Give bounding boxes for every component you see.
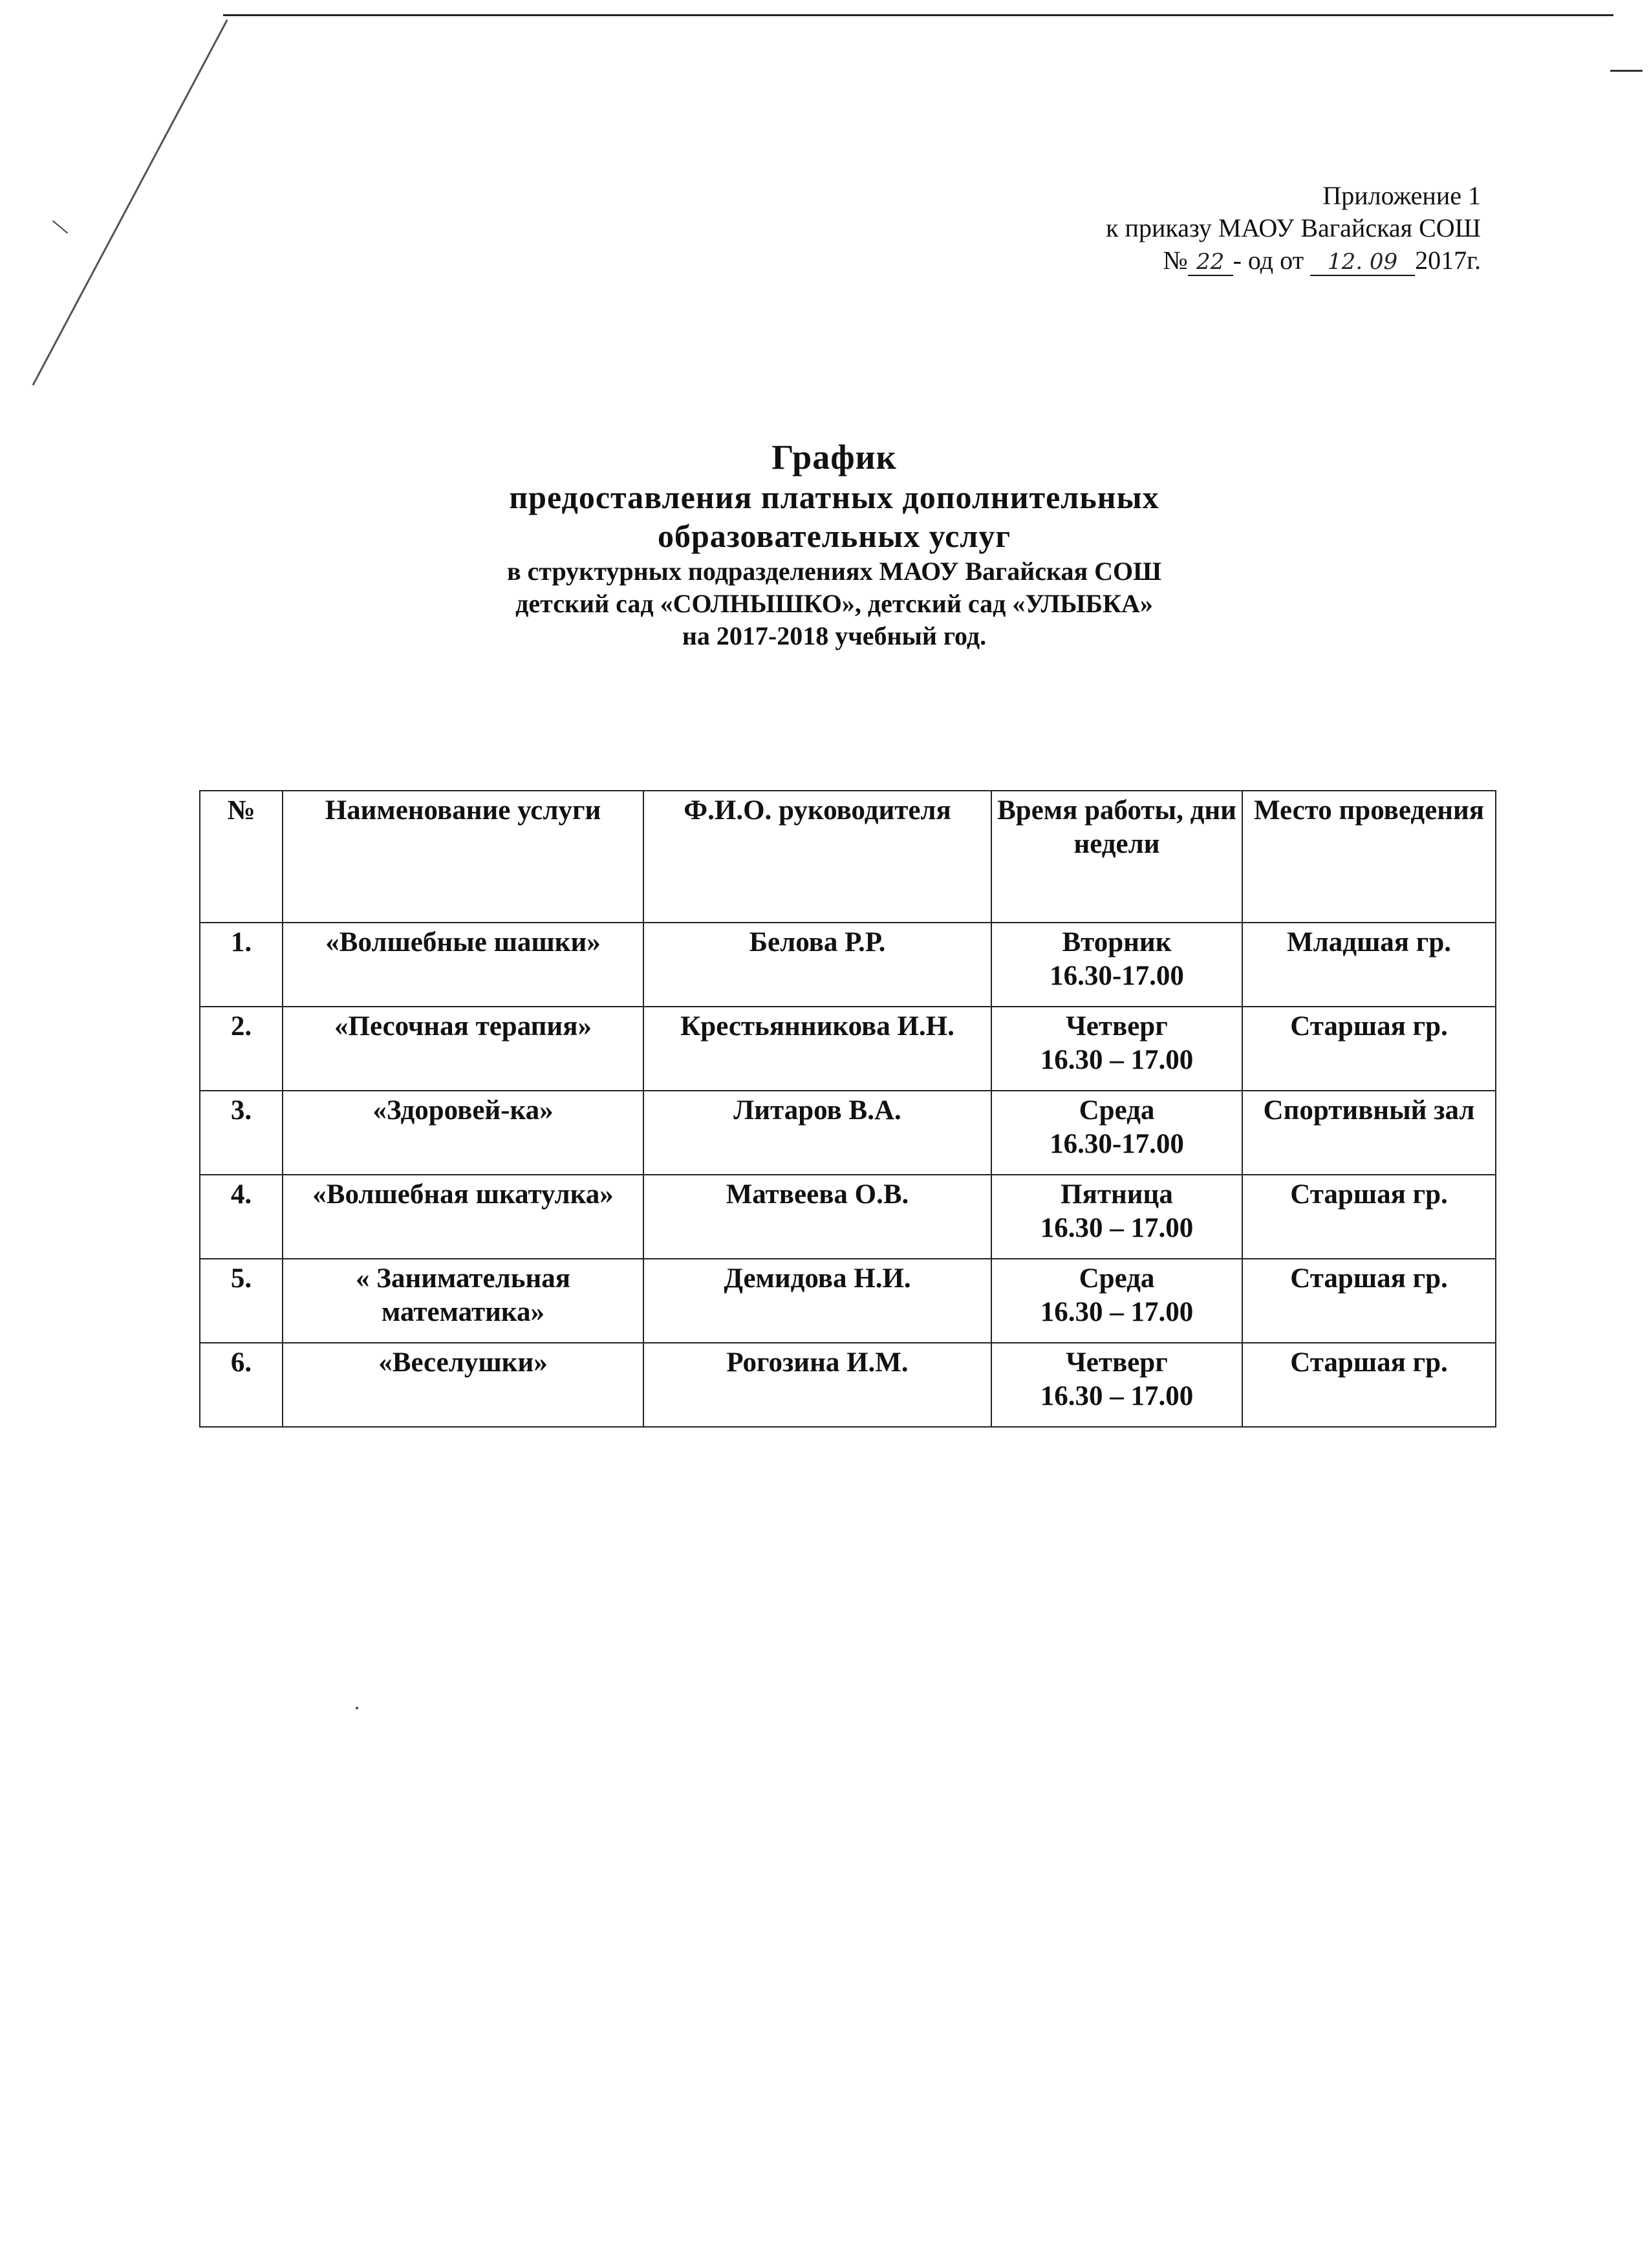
header-time: Время работы, дни недели [991, 791, 1242, 923]
cell-number: 1. [200, 923, 283, 1007]
cell-head: Литаров В.А. [643, 1091, 991, 1175]
schedule-table [199, 790, 1496, 1428]
cell-time [991, 1175, 1242, 1259]
document-subtitle-line-2: образовательных услуг [657, 518, 1011, 554]
appendix-line-2: к приказу МАОУ Вагайская СОШ [1106, 213, 1481, 242]
cell-place: Младшая гр. [1242, 923, 1496, 1007]
cell-time [991, 1259, 1242, 1343]
cell-hours: 16.30-17.00 [1050, 1129, 1184, 1159]
table-row [200, 1175, 1496, 1259]
table-row [200, 923, 1496, 1007]
header-head: Ф.И.О. руководителя [643, 791, 991, 923]
cell-place: Спортивный зал [1242, 1091, 1496, 1175]
cell-number: 6. [200, 1343, 283, 1427]
scan-mark [52, 220, 68, 234]
cell-hours: 16.30 – 17.00 [1040, 1381, 1194, 1411]
table-row [200, 1091, 1496, 1175]
cell-number: 4. [200, 1175, 283, 1259]
cell-head: Рогозина И.М. [643, 1343, 991, 1427]
order-date-handwritten: 12. 09 [1310, 249, 1415, 276]
scan-fold-line [32, 19, 228, 385]
document-subtitle-line-5: на 2017-2018 учебный год. [682, 621, 987, 650]
order-year: 2017г. [1415, 246, 1481, 275]
document-subtitle-line-1: предоставления платных дополнительных [509, 479, 1159, 515]
cell-time [991, 1343, 1242, 1427]
cell-service: «Здоровей-ка» [283, 1091, 643, 1175]
cell-hours: 16.30 – 17.00 [1040, 1045, 1194, 1075]
cell-time [991, 1091, 1242, 1175]
cell-service: «Волшебные шашки» [283, 923, 643, 1007]
cell-day: Среда [1079, 1263, 1155, 1294]
cell-day: Четверг [1066, 1347, 1168, 1378]
cell-service: «Волшебная шкатулка» [283, 1175, 643, 1259]
cell-service: «Песочная терапия» [283, 1007, 643, 1091]
cell-head: Белова Р.Р. [643, 923, 991, 1007]
cell-hours: 16.30 – 17.00 [1040, 1213, 1194, 1243]
table-row [200, 1007, 1496, 1091]
header-number: № [200, 791, 283, 923]
cell-hours: 16.30-17.00 [1050, 961, 1184, 991]
appendix-order-line [1106, 244, 1481, 277]
header-place: Место проведения [1242, 791, 1496, 923]
order-number-handwritten: 22 [1188, 249, 1233, 276]
header-service: Наименование услуги [283, 791, 643, 923]
cell-place: Старшая гр. [1242, 1259, 1496, 1343]
cell-place: Старшая гр. [1242, 1007, 1496, 1091]
cell-place: Старшая гр. [1242, 1175, 1496, 1259]
appendix-line-1: Приложение 1 [1322, 181, 1481, 210]
order-number-prefix: № [1163, 246, 1188, 275]
cell-time [991, 1007, 1242, 1091]
cell-day: Четверг [1066, 1011, 1168, 1042]
cell-time [991, 923, 1242, 1007]
cell-hours: 16.30 – 17.00 [1040, 1297, 1194, 1327]
cell-head: Демидова Н.И. [643, 1259, 991, 1343]
scan-mark [1610, 70, 1643, 72]
table-row [200, 1343, 1496, 1427]
cell-day: Вторник [1062, 927, 1172, 957]
table-row [200, 1259, 1496, 1343]
cell-day: Среда [1079, 1095, 1155, 1126]
cell-service: «Веселушки» [283, 1343, 643, 1427]
cell-number: 3. [200, 1091, 283, 1175]
order-number-suffix: - од от [1233, 246, 1304, 275]
table-header-row [200, 791, 1496, 923]
cell-service: « Занимательная математика» [283, 1259, 643, 1343]
appendix-header [1106, 180, 1481, 277]
document-subtitle-line-3: в структурных подразделениях МАОУ Вагайская СОШ [506, 557, 1162, 586]
scan-speck [356, 1707, 358, 1709]
cell-place: Старшая гр. [1242, 1343, 1496, 1427]
cell-head: Матвеева О.В. [643, 1175, 991, 1259]
document-title: График [771, 438, 897, 476]
cell-number: 2. [200, 1007, 283, 1091]
scan-edge-line [223, 14, 1613, 16]
cell-day: Пятница [1061, 1179, 1173, 1210]
document-title-block [362, 436, 1306, 652]
cell-head: Крестьянникова И.Н. [643, 1007, 991, 1091]
cell-number: 5. [200, 1259, 283, 1343]
document-subtitle-line-4: детский сад «СОЛНЫШКО», детский сад «УЛЫБКА» [515, 589, 1153, 618]
